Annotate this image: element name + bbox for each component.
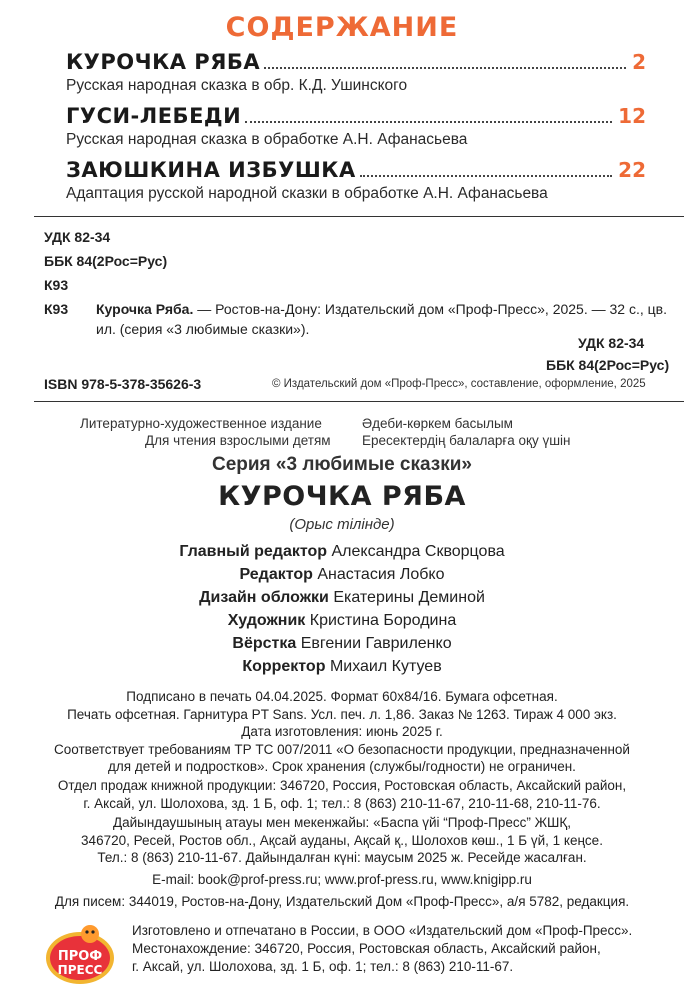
print-line: для детей и подростков». Срок хранения (службы/годности) не ограничен. [108,759,576,775]
genre-ru: Литературно-художественное издание [80,416,322,431]
audience-ru: Для чтения взрослыми детям [145,433,331,448]
credit-proofreader [0,658,684,676]
print-details [0,688,684,776]
udk-code: УДК 82-34 [44,229,111,245]
catalog-entry [96,299,676,339]
sales-line: г. Аксай, ул. Шолохова, зд. 1 Б, оф. 1; тел.: 8 (863) 210-11-67, 210-11-68, 210-11-76. [83,795,601,811]
divider [34,216,684,217]
manufacturer-line: г. Аксай, ул. Шолохова, зд. 1 Б, оф. 1; тел.: 8 (863) 210-11-67. [132,959,514,974]
toc-item-gusi[interactable] [66,104,646,149]
toc-leader-dots [264,66,626,69]
credit-chief-editor [0,543,684,561]
prof-press-logo [44,922,116,986]
toc-item-subtitle: Русская народная сказка в обработке А.Н. Афанасьева [66,131,468,148]
entry-text: — Ростов-на-Дону: Издательский дом «Проф-Пресс», 2025. — 32 с., цв. ил. (серия «3 любимые сказки»). [96,301,667,337]
contact-email[interactable]: E-mail: book@prof-press.ru; www.prof-press.ru, www.knigipp.ru [152,872,532,887]
logo-mascot-head [81,925,99,943]
genre-kz: Әдеби-көркем басылым [362,416,513,431]
book-title: КУРОЧКА РЯБА [218,481,466,512]
divider [34,401,684,402]
credit-editor [0,566,684,584]
print-line: Дата изготовления: июнь 2025 г. [241,724,443,740]
credit-role: Дизайн обложки [199,589,329,606]
credit-cover-design [0,589,684,607]
logo-mascot-eye [91,930,94,933]
toc-item-kurochka[interactable] [66,50,646,95]
toc-item-page: 22 [618,158,646,182]
manufacturer-info [132,922,632,976]
credit-person: Екатерины Деминой [333,589,485,606]
kazakh-line: Тел.: 8 (863) 210-11-67. Дайындалған күні: маусым 2025 ж. Ресейде жасалған. [97,850,587,866]
credit-person: Анастасия Лобко [317,566,445,583]
toc-leader-dots [245,120,612,123]
manufacturer-line: Местонахождение: 346720, Россия, Ростовская область, Аксайский район, [132,941,601,956]
credit-role: Художник [227,612,306,629]
print-line: Подписано в печать 04.04.2025. Формат 60х84/16. Бумага офсетная. [126,689,558,704]
logo-text-bottom: ПРЕСС [57,963,103,977]
language-note: (Орыс тілінде) [289,516,395,533]
credit-role: Вёрстка [232,635,297,652]
toc-item-name: КУРОЧКА РЯБА [66,50,261,74]
audience-kz: Ересектердің балаларға оқу үшін [362,433,571,448]
print-line: Печать офсетная. Гарнитура PT Sans. Усл. печ. л. 1,86. Заказ № 1263. Тираж 4 000 экз. [67,706,617,722]
credit-person: Евгении Гавриленко [300,635,452,652]
contents-title: СОДЕРЖАНИЕ [225,12,459,43]
toc-item-name: ЗАЮШКИНА ИЗБУШКА [66,158,356,182]
credit-illustrator [0,612,684,630]
sales-department [0,777,684,812]
toc-item-page: 2 [632,50,646,74]
bbk-code-right: ББК 84(2Рос=Рус) [546,357,670,373]
toc-item-izbushka[interactable] [66,158,646,203]
toc-leader-dots [360,174,612,177]
isbn: ISBN 978-5-378-35626-3 [44,376,202,392]
toc-item-name: ГУСИ-ЛЕБЕДИ [66,104,242,128]
credit-person: Кристина Бородина [309,612,457,629]
logo-text-top: ПРОФ [57,949,103,964]
postal-address: Для писем: 344019, Ростов-на-Дону, Издательский Дом «Проф-Пресс», а/я 5782, редакция. [54,894,630,909]
sales-line: Отдел продаж книжной продукции: 346720, Россия, Ростовская область, Аксайский район, [57,778,627,793]
entry-title: Курочка Ряба. [96,301,194,317]
kazakh-manufacturer [0,814,684,867]
entry-sign: К93 [44,301,69,317]
credit-role: Редактор [239,566,313,583]
print-line: Соответствует требованиям ТР ТС 007/2011 «О безопасности продукции, предназначенной [54,741,630,757]
kazakh-line: Дайындаушының атауы мен мекенжайы: «Баспа үйі “Проф-Пресс” ЖШҚ, [112,815,572,830]
bbk-code: ББК 84(2Рос=Рус) [44,253,168,269]
toc-item-subtitle: Русская народная сказка в обр. К.Д. Ушинского [66,77,408,94]
manufacturer-line: Изготовлено и отпечатано в России, в ООО «Издательский дом «Проф-Пресс». [132,923,633,938]
credit-person: Михаил Кутуев [329,658,442,675]
toc-item-page: 12 [618,104,646,128]
kazakh-line: 346720, Ресей, Ростов обл., Ақсай ауданы, Ақсай қ., Шолохов көш., 1 Б үй, 1 кеңсе. [81,832,603,848]
credit-role: Главный редактор [179,543,328,560]
credit-layout [0,635,684,653]
credit-person: Александра Скворцова [331,543,505,560]
copyright: © Издательский дом «Проф-Пресс», составление, оформление, 2025 [272,378,646,390]
toc-item-subtitle: Адаптация русской народной сказки в обработке А.Н. Афанасьева [66,185,548,202]
credit-role: Корректор [242,658,326,675]
series-title: Серия «3 любимые сказки» [211,454,473,475]
logo-mascot-eye [85,930,88,933]
udk-code-right: УДК 82-34 [578,335,645,351]
author-sign: К93 [44,277,69,293]
